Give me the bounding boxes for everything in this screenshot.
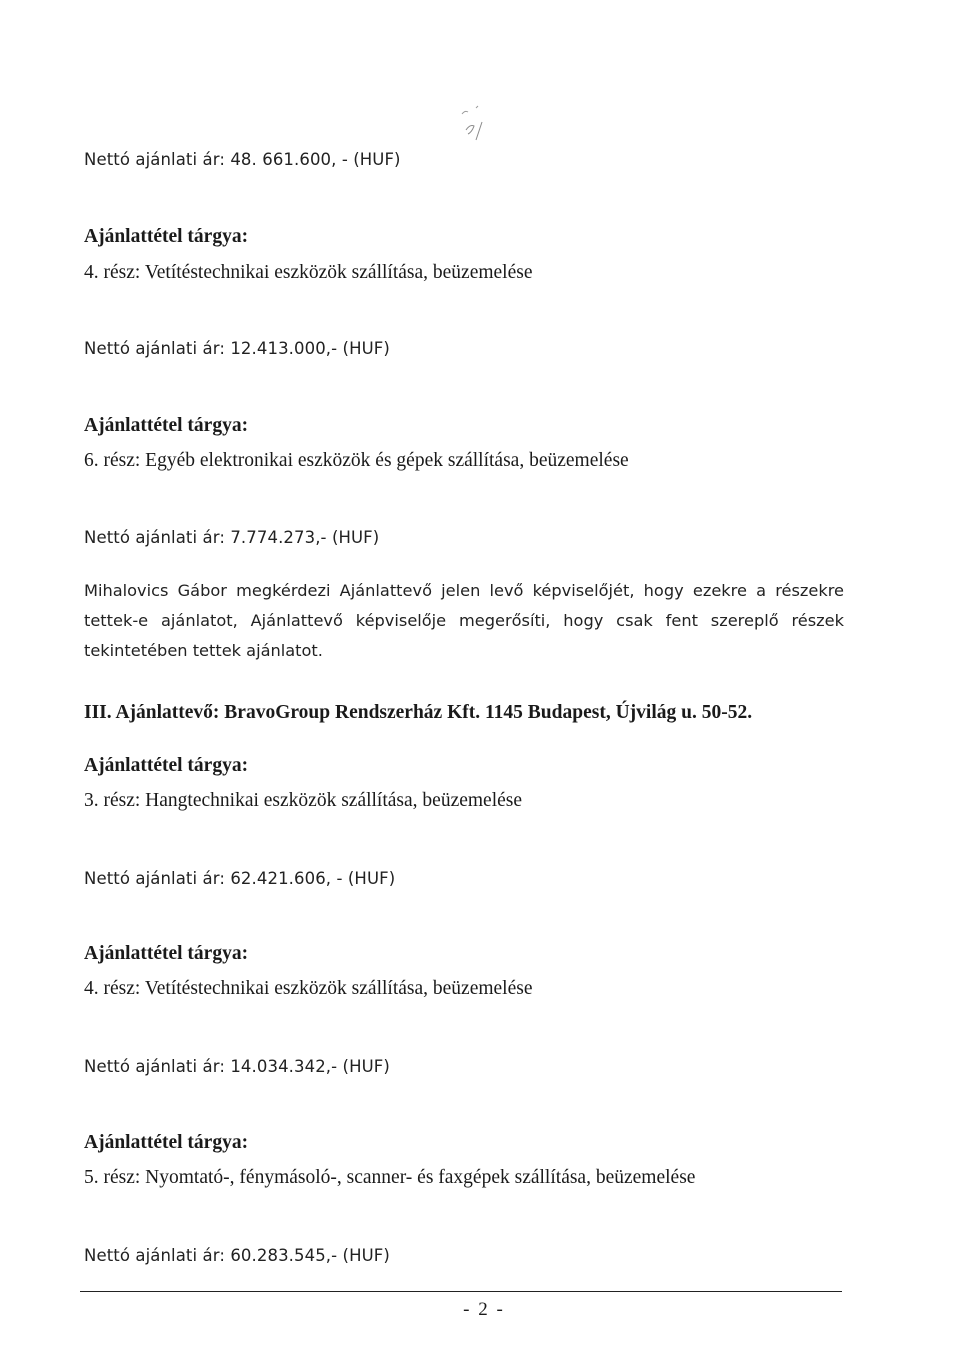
subject-heading: Ajánlattétel tárgya: bbox=[84, 943, 249, 964]
minutes-paragraph: Mihalovics Gábor megkérdezi Ajánlattevő jelen levő képviselőjét, hogy ezekre a részekre tettek-e ajánlatot, Ajánlattevő képviselője megerősíti, hogy csak fent szereplő részek tekintetében tettek ajánlatot. bbox=[84, 581, 844, 660]
lot-title: 4. rész: Vetítéstechnikai eszközök szállítása, beüzemelése bbox=[84, 978, 533, 999]
net-price-line: Nettó ajánlati ár: 60.283.545,- (HUF) bbox=[84, 1246, 390, 1265]
bidder-heading: III. Ajánlattevő: BravoGroup Rendszerház Kft. 1145 Budapest, Újvilág u. 50-52. bbox=[84, 702, 753, 723]
footer-divider bbox=[80, 1291, 842, 1292]
page-number: - 2 - bbox=[463, 1299, 505, 1320]
lot-title: 4. rész: Vetítéstechnikai eszközök szállítása, beüzemelése bbox=[84, 262, 533, 283]
net-price-line: Nettó ajánlati ár: 62.421.606, - (HUF) bbox=[84, 869, 396, 888]
subject-heading: Ajánlattétel tárgya: bbox=[84, 755, 249, 776]
net-price-line: Nettó ajánlati ár: 7.774.273,- (HUF) bbox=[84, 528, 380, 547]
net-price-line: Nettó ajánlati ár: 48. 661.600, - (HUF) bbox=[84, 150, 401, 169]
lot-title: 6. rész: Egyéb elektronikai eszközök és gépek szállítása, beüzemelése bbox=[84, 450, 629, 471]
lot-title: 5. rész: Nyomtató-, fénymásoló-, scanner- és faxgépek szállítása, beüzemelése bbox=[84, 1167, 696, 1188]
net-price-line: Nettó ajánlati ár: 12.413.000,- (HUF) bbox=[84, 339, 390, 358]
subject-heading: Ajánlattétel tárgya: bbox=[84, 1132, 249, 1153]
subject-heading: Ajánlattétel tárgya: bbox=[84, 415, 249, 436]
handwritten-mark bbox=[452, 100, 502, 150]
subject-heading: Ajánlattétel tárgya: bbox=[84, 226, 249, 247]
lot-title: 3. rész: Hangtechnikai eszközök szállítása, beüzemelése bbox=[84, 790, 523, 811]
net-price-line: Nettó ajánlati ár: 14.034.342,- (HUF) bbox=[84, 1057, 390, 1076]
